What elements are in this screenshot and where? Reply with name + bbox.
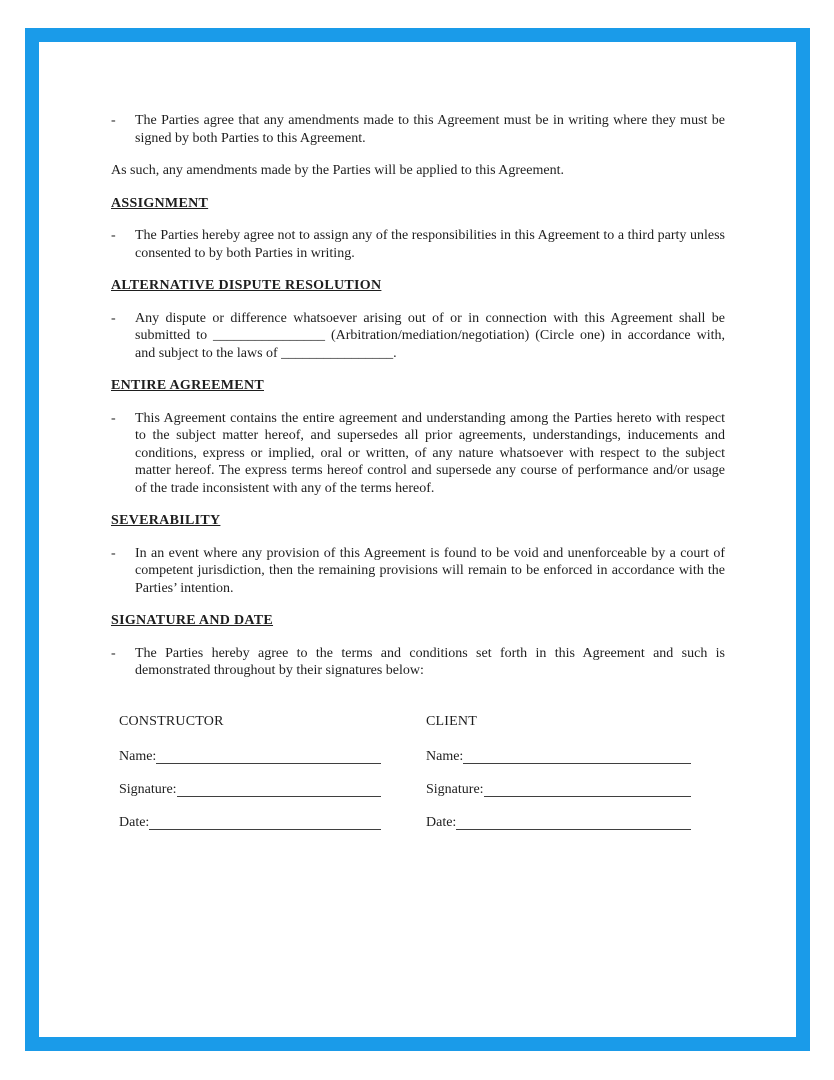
section-heading-signature-and-date: SIGNATURE AND DATE	[111, 613, 274, 628]
bullet-dash: -	[111, 645, 116, 661]
section-heading-assignment: ASSIGNMENT	[111, 195, 209, 211]
bullet-text-amendments: The Parties agree that any amendments made to this Agreement must be in writing where they must be signed by both Parties to this Agreement.	[135, 113, 725, 146]
date-fill-line	[149, 814, 381, 830]
date-label: Date:	[426, 815, 457, 830]
bullet-item-signature-and-date	[111, 645, 725, 680]
signature-block-client	[426, 713, 691, 848]
bullet-text-assignment: The Parties hereby agree not to assign any of the responsibilities in this Agreement to a third party unless consented to by both Parties in writing.	[135, 228, 725, 261]
bullet-dash: -	[111, 545, 116, 561]
name-fill-line	[463, 748, 691, 764]
signature-block-constructor	[119, 713, 381, 848]
signature-row-client	[426, 781, 691, 799]
date-fill-line	[456, 814, 691, 830]
bullet-text-signature-and-date: The Parties hereby agree to the terms and conditions set forth in this Agreement and such is demonstrated throughout by their signatures below:	[135, 645, 725, 678]
name-row-constructor	[119, 748, 381, 766]
date-row-client	[426, 814, 691, 832]
bullet-item-dispute-resolution	[111, 310, 725, 363]
signature-label: Signature:	[426, 782, 484, 797]
section-heading-severability: SEVERABILITY	[111, 513, 221, 528]
section-heading-alternative-dispute-resolution: ALTERNATIVE DISPUTE RESOLUTION	[111, 278, 382, 293]
document-page	[39, 42, 796, 847]
date-row-constructor	[119, 814, 381, 832]
name-fill-line	[156, 748, 381, 764]
bullet-item-assignment	[111, 227, 725, 262]
bullet-dash: -	[111, 410, 116, 426]
signature-fill-line	[484, 781, 691, 797]
signature-fill-line	[177, 781, 381, 797]
bullet-text-dispute-resolution: Any dispute or difference whatsoever arising out of or in connection with this Agreement shall be submitted to ________________ (Arbitration/mediation/negotiation) (Circle one) in accordance with, and subject to the laws of ________________.	[135, 310, 725, 361]
bullet-item-entire-agreement	[111, 410, 725, 498]
bullet-text-entire-agreement: This Agreement contains the entire agreement and understanding among the Parties hereto with respect to the subject matter hereof, and supersedes all prior agreements, understandings, inducements and conditions, express or implied, oral or written, of any nature whatsoever with respect to the subject matter hereof. The express terms hereof control and supersede any course of performance and/or usage of the trade inconsistent with any of the terms hereof.	[135, 410, 725, 496]
party-label-constructor: CONSTRUCTOR	[119, 713, 224, 729]
name-label: Name:	[119, 749, 157, 764]
signature-row-constructor	[119, 781, 381, 799]
name-row-client	[426, 748, 691, 766]
bullet-item-severability	[111, 545, 725, 598]
bullet-dash: -	[111, 228, 116, 243]
date-label: Date:	[119, 815, 150, 830]
bullet-text-severability: In an event where any provision of this Agreement is found to be void and unenforceable by a court of competent jurisdiction, then the remaining provisions will remain to be enforced in accordance with the Parties’ intention.	[135, 545, 725, 596]
amendments-note: As such, any amendments made by the Parties will be applied to this Agreement.	[111, 163, 564, 178]
signature-label: Signature:	[119, 782, 177, 797]
page-frame	[25, 28, 810, 1051]
signature-section	[111, 713, 725, 848]
bullet-dash: -	[111, 113, 116, 128]
bullet-item-amendments	[111, 112, 725, 147]
bullet-dash: -	[111, 310, 116, 326]
party-label-client: CLIENT	[426, 713, 477, 729]
name-label: Name:	[426, 749, 464, 764]
section-heading-entire-agreement: ENTIRE AGREEMENT	[111, 378, 264, 393]
